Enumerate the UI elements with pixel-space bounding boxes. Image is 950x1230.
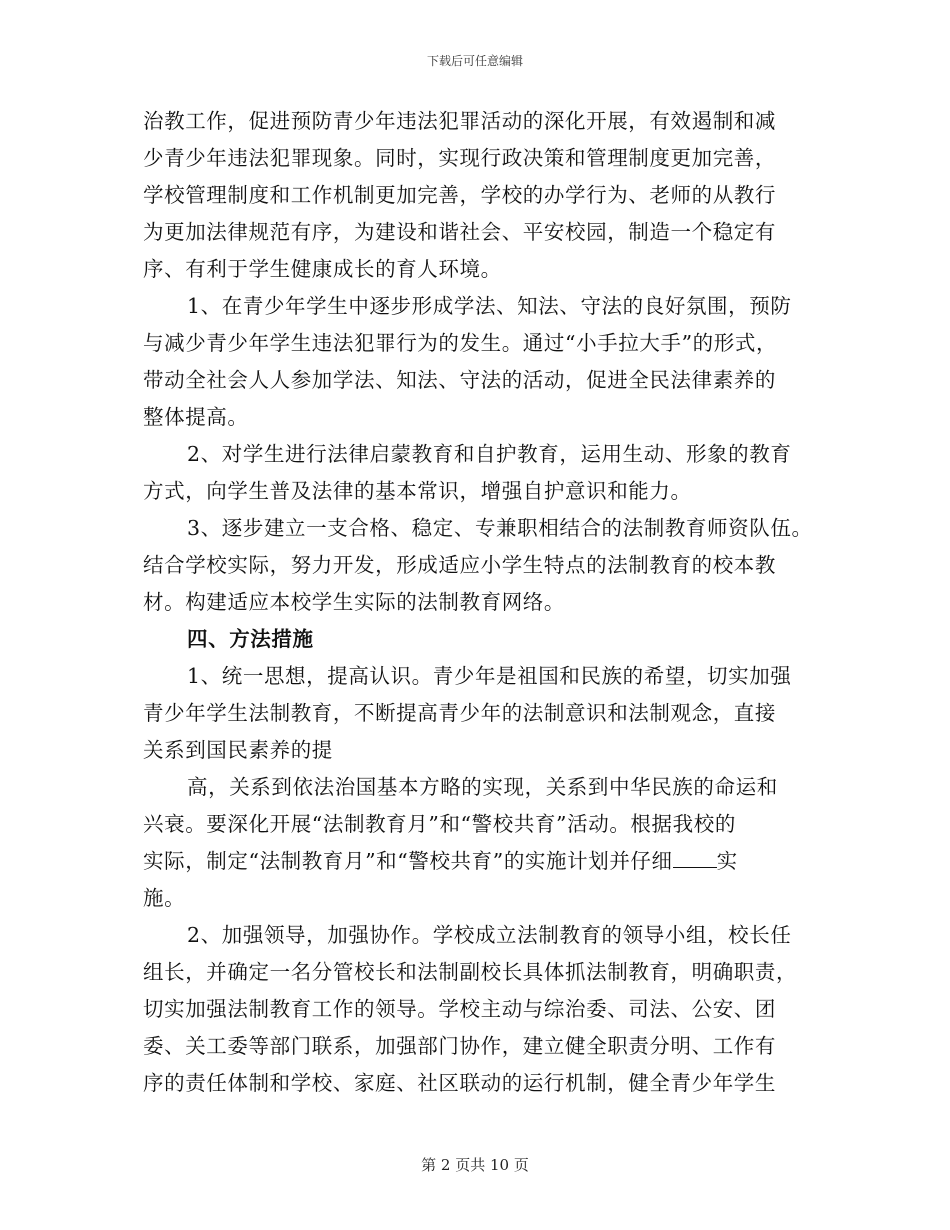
paragraph-line: 少青少年违法犯罪现象。同时，实现行政决策和管理制度更加完善， (143, 146, 776, 170)
paragraph-line: 序的责任体制和学校、家庭、社区联动的运行机制，健全青少年学生 (143, 1071, 776, 1095)
paragraph-line: 2、对学生进行法律启蒙教育和自护教育，运用生动、形象的教育 (187, 442, 792, 466)
paragraph-line: 治教工作，促进预防青少年违法犯罪活动的深化开展，有效遏制和减 (143, 109, 776, 133)
paragraph-line: 序、有利于学生健康成长的育人环境。 (143, 257, 502, 281)
paragraph-line: 1、统一思想，提高认识。青少年是祖国和民族的希望，切实加强 (187, 664, 792, 688)
page-header: 下载后可任意编辑 (426, 54, 523, 68)
paragraph-line: 施。 (143, 886, 186, 910)
paragraph-line: 为更加法律规范有序，为建设和谐社会、平安校园，制造一个稳定有 (143, 220, 776, 244)
paragraph-line: 关系到国民素养的提 (143, 738, 333, 762)
paragraph-line: 方式，向学生普及法律的基本常识，增强自护意识和能力。 (143, 479, 692, 503)
paragraph-line (143, 843, 833, 880)
fill-in-blank (673, 851, 717, 868)
paragraph-line: 1、在青少年学生中逐步形成学法、知法、守法的良好氛围，预防 (187, 294, 792, 318)
paragraph-line: 2、加强领导，加强协作。学校成立法制教育的领导小组，校长任 (187, 923, 792, 947)
paragraph-line: 青少年学生法制教育，不断提高青少年的法制意识和法制观念，直接 (143, 701, 776, 725)
document-body (143, 103, 833, 1102)
paragraph-line: 整体提高。 (143, 405, 249, 429)
paragraph-line: 带动全社会人人参加学法、知法、守法的活动，促进全民法律素养的 (143, 368, 776, 392)
paragraph-line: 组长，并确定一名分管校长和法制副校长具体抓法制教育，明确职责， (143, 960, 798, 984)
paragraph-line: 与减少青少年学生违法犯罪行为的发生。通过“小手拉大手”的形式， (143, 331, 778, 355)
paragraph-line: 切实加强法制教育工作的领导。学校主动与综治委、司法、公安、团 (143, 997, 776, 1021)
paragraph-line: 结合学校实际，努力开发，形成适应小学生特点的法制教育的校本教 (143, 553, 776, 577)
paragraph-line: 3、逐步建立一支合格、稳定、专兼职相结合的法制教育师资队伍。 (187, 516, 813, 540)
paragraph-line: 兴衰。要深化开展“法制教育月”和“警校共育”活动。根据我校的 (143, 812, 736, 836)
paragraph-line: 高，关系到依法治国基本方略的实现，关系到中华民族的命运和 (187, 775, 778, 799)
paragraph-line: 委、关工委等部门联系，加强部门协作，建立健全职责分明、工作有 (143, 1034, 776, 1058)
paragraph-line: 学校管理制度和工作机制更加完善，学校的办学行为、老师的从教行 (143, 183, 776, 207)
paragraph-line: 材。构建适应本校学生实际的法制教育网络。 (143, 590, 565, 614)
section-heading: 四、方法措施 (187, 627, 314, 651)
paragraph-text: 实 (716, 849, 738, 873)
page-number: 第 2 页共 10 页 (421, 1156, 529, 1174)
paragraph-text: 实际，制定“法制教育月”和“警校共育”的实施计划并仔细 (143, 849, 673, 873)
